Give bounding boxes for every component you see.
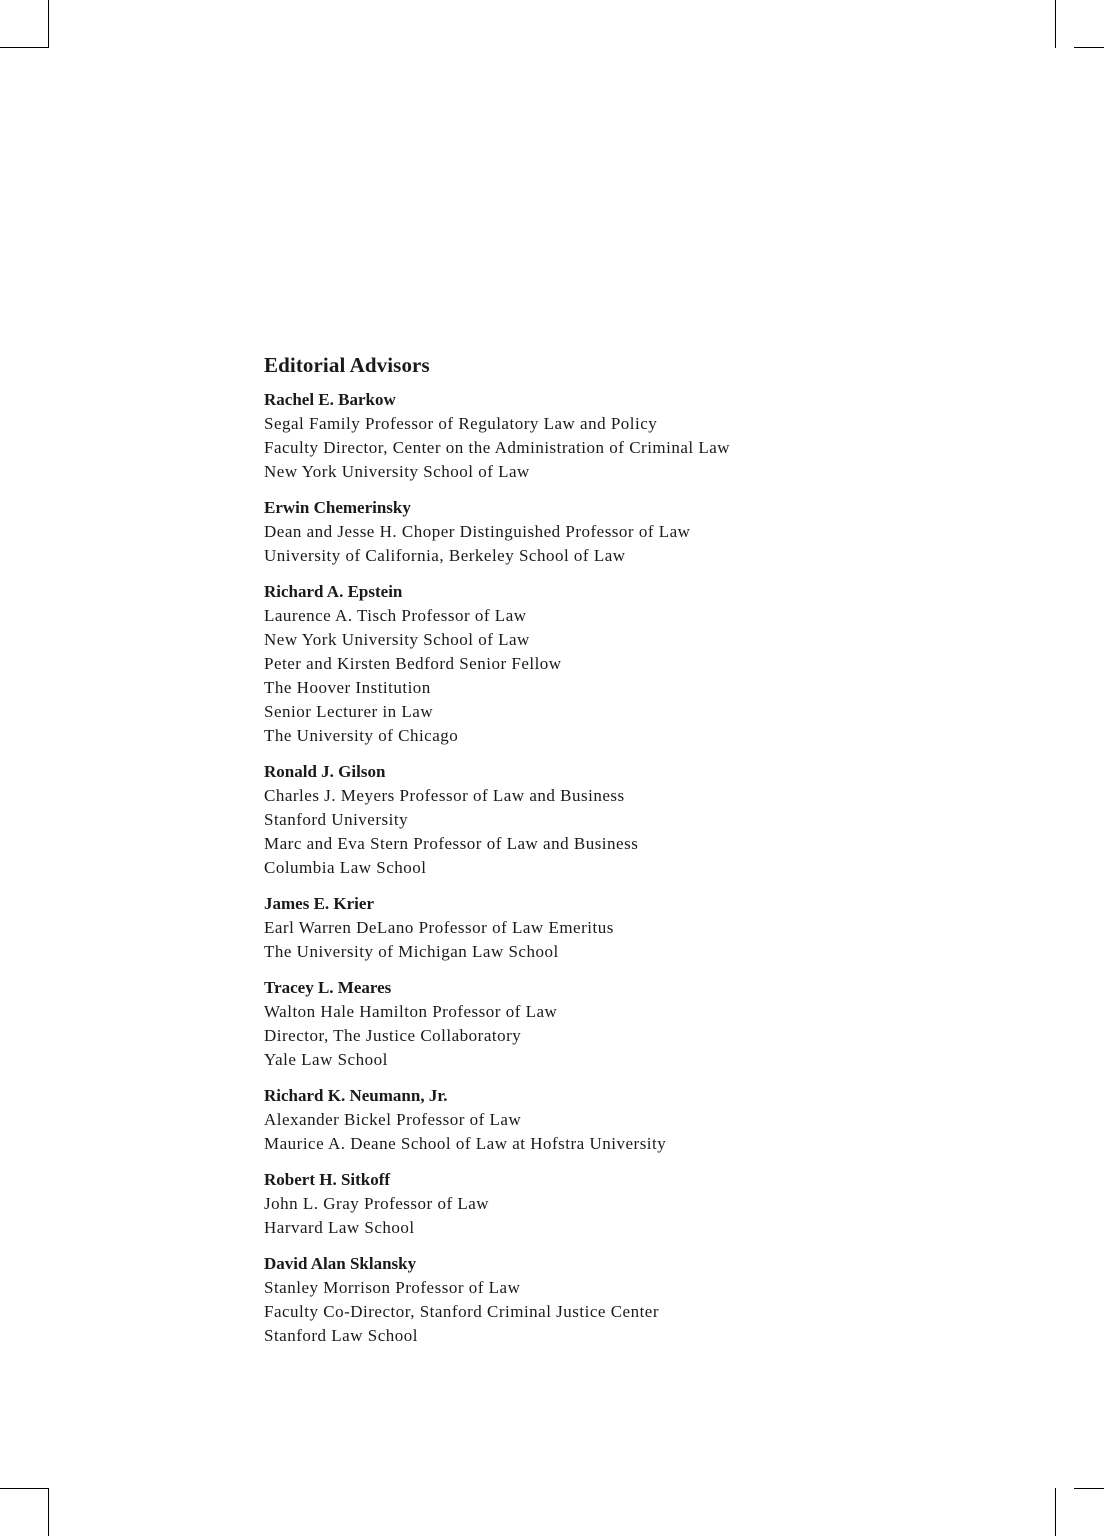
advisor-title-line: The University of Chicago bbox=[264, 726, 459, 745]
crop-mark-bottom-right-vertical bbox=[1055, 1488, 1056, 1536]
advisor-name: Richard K. Neumann, Jr. bbox=[264, 1086, 448, 1105]
advisor-entry bbox=[264, 1168, 884, 1240]
advisor-entry bbox=[264, 760, 884, 880]
advisor-entry bbox=[264, 892, 884, 964]
advisor-name: Robert H. Sitkoff bbox=[264, 1170, 391, 1189]
advisor-title-line: Laurence A. Tisch Professor of Law bbox=[264, 606, 527, 625]
advisor-title-line: University of California, Berkeley School of Law bbox=[264, 546, 626, 565]
advisor-entry bbox=[264, 976, 884, 1072]
advisor-name: Ronald J. Gilson bbox=[264, 762, 386, 781]
advisor-title-line: Earl Warren DeLano Professor of Law Emeritus bbox=[264, 918, 614, 937]
page-heading: Editorial Advisors bbox=[264, 353, 430, 377]
advisor-title-line: Stanley Morrison Professor of Law bbox=[264, 1278, 521, 1297]
advisor-title-line: Stanford Law School bbox=[264, 1326, 418, 1345]
advisor-title-line: Director, The Justice Collaboratory bbox=[264, 1026, 522, 1045]
crop-mark-bottom-left-horizontal bbox=[0, 1488, 48, 1489]
editorial-advisors-section bbox=[264, 350, 884, 1360]
advisor-entry bbox=[264, 496, 884, 568]
advisor-title-line: The University of Michigan Law School bbox=[264, 942, 559, 961]
advisor-name: Tracey L. Meares bbox=[264, 978, 392, 997]
advisor-list bbox=[264, 388, 884, 1348]
advisor-title-line: John L. Gray Professor of Law bbox=[264, 1194, 490, 1213]
advisor-name: David Alan Sklansky bbox=[264, 1254, 417, 1273]
advisor-title-line: Dean and Jesse H. Choper Distinguished Professor of Law bbox=[264, 522, 691, 541]
advisor-entry bbox=[264, 1252, 884, 1348]
advisor-title-line: Stanford University bbox=[264, 810, 409, 829]
advisor-title-line: Senior Lecturer in Law bbox=[264, 702, 434, 721]
crop-mark-bottom-right-horizontal bbox=[1074, 1488, 1104, 1489]
advisor-name: Erwin Chemerinsky bbox=[264, 498, 411, 517]
advisor-title-line: Charles J. Meyers Professor of Law and Business bbox=[264, 786, 625, 805]
advisor-name: Richard A. Epstein bbox=[264, 582, 403, 601]
advisor-title-line: The Hoover Institution bbox=[264, 678, 431, 697]
crop-mark-top-right-horizontal bbox=[1074, 47, 1104, 48]
advisor-title-line: New York University School of Law bbox=[264, 462, 530, 481]
advisor-title-line: Marc and Eva Stern Professor of Law and Business bbox=[264, 834, 639, 853]
advisor-entry bbox=[264, 1084, 884, 1156]
advisor-title-line: New York University School of Law bbox=[264, 630, 530, 649]
advisor-title-line: Columbia Law School bbox=[264, 858, 427, 877]
crop-mark-top-left-horizontal bbox=[0, 47, 48, 48]
advisor-title-line: Maurice A. Deane School of Law at Hofstra University bbox=[264, 1134, 667, 1153]
crop-mark-top-left-vertical bbox=[48, 0, 49, 48]
advisor-title-line: Peter and Kirsten Bedford Senior Fellow bbox=[264, 654, 562, 673]
advisor-name: Rachel E. Barkow bbox=[264, 390, 396, 409]
crop-mark-bottom-left-vertical bbox=[48, 1488, 49, 1536]
advisor-title-line: Alexander Bickel Professor of Law bbox=[264, 1110, 522, 1129]
advisor-title-line: Faculty Co-Director, Stanford Criminal Justice Center bbox=[264, 1302, 660, 1321]
advisor-entry bbox=[264, 580, 884, 748]
advisor-entry bbox=[264, 388, 884, 484]
advisor-title-line: Walton Hale Hamilton Professor of Law bbox=[264, 1002, 558, 1021]
advisor-title-line: Segal Family Professor of Regulatory Law and Policy bbox=[264, 414, 658, 433]
advisor-name: James E. Krier bbox=[264, 894, 374, 913]
advisor-title-line: Faculty Director, Center on the Administration of Criminal Law bbox=[264, 438, 731, 457]
crop-mark-top-right-vertical bbox=[1055, 0, 1056, 48]
advisor-title-line: Yale Law School bbox=[264, 1050, 388, 1069]
advisor-title-line: Harvard Law School bbox=[264, 1218, 415, 1237]
